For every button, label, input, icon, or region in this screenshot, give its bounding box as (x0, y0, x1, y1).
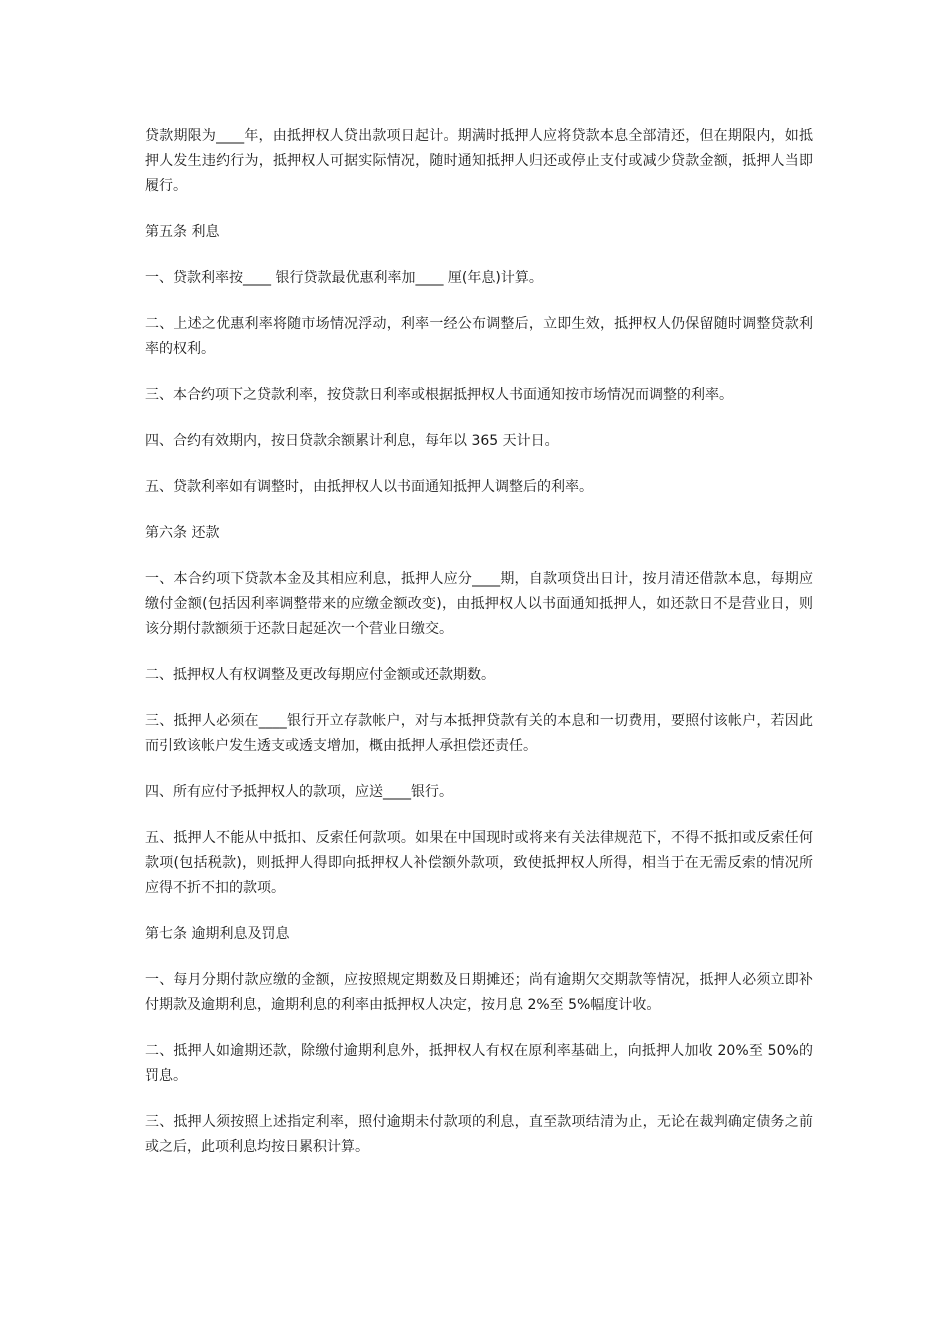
paragraph-6-3: 三、抵押人必须在____银行开立存款帐户，对与本抵押贷款有关的本息和一切费用，要照付该帐户，若因此而引致该帐户发生透支或透支增加，概由抵押人承担偿还责任。 (145, 713, 813, 754)
article-6-heading: 第六条 还款 (145, 525, 220, 541)
document-page (145, 124, 813, 1181)
paragraph-7-2: 二、抵押人如逾期还款，除缴付逾期利息外，抵押权人有权在原利率基础上，向抵押人加收 20%至 50%的罚息。 (145, 1043, 813, 1084)
paragraph-6-2: 二、抵押权人有权调整及更改每期应付金额或还款期数。 (145, 667, 495, 683)
paragraph-5-4: 四、合约有效期内，按日贷款余额累计利息，每年以 365 天计日。 (145, 433, 559, 449)
paragraph-5-3: 三、本合约项下之贷款利率，按贷款日利率或根据抵押权人书面通知按市场情况而调整的利率。 (145, 387, 733, 403)
paragraph-7-3: 三、抵押人须按照上述指定利率，照付逾期未付款项的利息，直至款项结清为止，无论在裁判确定债务之前或之后，此项利息均按日累积计算。 (145, 1114, 813, 1155)
paragraph-5-1: 一、贷款利率按____ 银行贷款最优惠利率加____ 厘(年息)计算。 (145, 270, 543, 286)
paragraph-5-2: 二、上述之优惠利率将随市场情况浮动，利率一经公布调整后，立即生效，抵押权人仍保留随时调整贷款利率的权利。 (145, 316, 813, 357)
paragraph-6-5: 五、抵押人不能从中抵扣、反索任何款项。如果在中国现时或将来有关法律规范下，不得不抵扣或反索任何款项(包括税款)，则抵押人得即向抵押权人补偿额外款项，致使抵押权人所得，相当于在无需反索的情况所应得不折不扣的款项。 (145, 830, 813, 896)
article-7-heading: 第七条 逾期利息及罚息 (145, 926, 290, 942)
paragraph-6-4: 四、所有应付予抵押权人的款项，应送____银行。 (145, 784, 453, 800)
paragraph-5-5: 五、贷款利率如有调整时，由抵押权人以书面通知抵押人调整后的利率。 (145, 479, 593, 495)
paragraph-6-1: 一、本合约项下贷款本金及其相应利息，抵押人应分____期，自款项贷出日计，按月清还借款本息，每期应缴付金额(包括因利率调整带来的应缴金额改变)，由抵押权人以书面通知抵押人，如还款日不是营业日，则该分期付款额须于还款日起延次一个营业日缴交。 (145, 571, 813, 637)
paragraph-loan-term: 贷款期限为____年，由抵押权人贷出款项日起计。期满时抵押人应将贷款本息全部清还，但在期限内，如抵押人发生违约行为，抵押权人可据实际情况，随时通知抵押人归还或停止支付或减少贷款金额，抵押人当即履行。 (145, 128, 813, 194)
article-5-heading: 第五条 利息 (145, 224, 220, 240)
paragraph-7-1: 一、每月分期付款应缴的金额，应按照规定期数及日期摊还；尚有逾期欠交期款等情况，抵押人必须立即补付期款及逾期利息，逾期利息的利率由抵押权人决定，按月息 2%至 5%幅度计收。 (145, 972, 813, 1013)
